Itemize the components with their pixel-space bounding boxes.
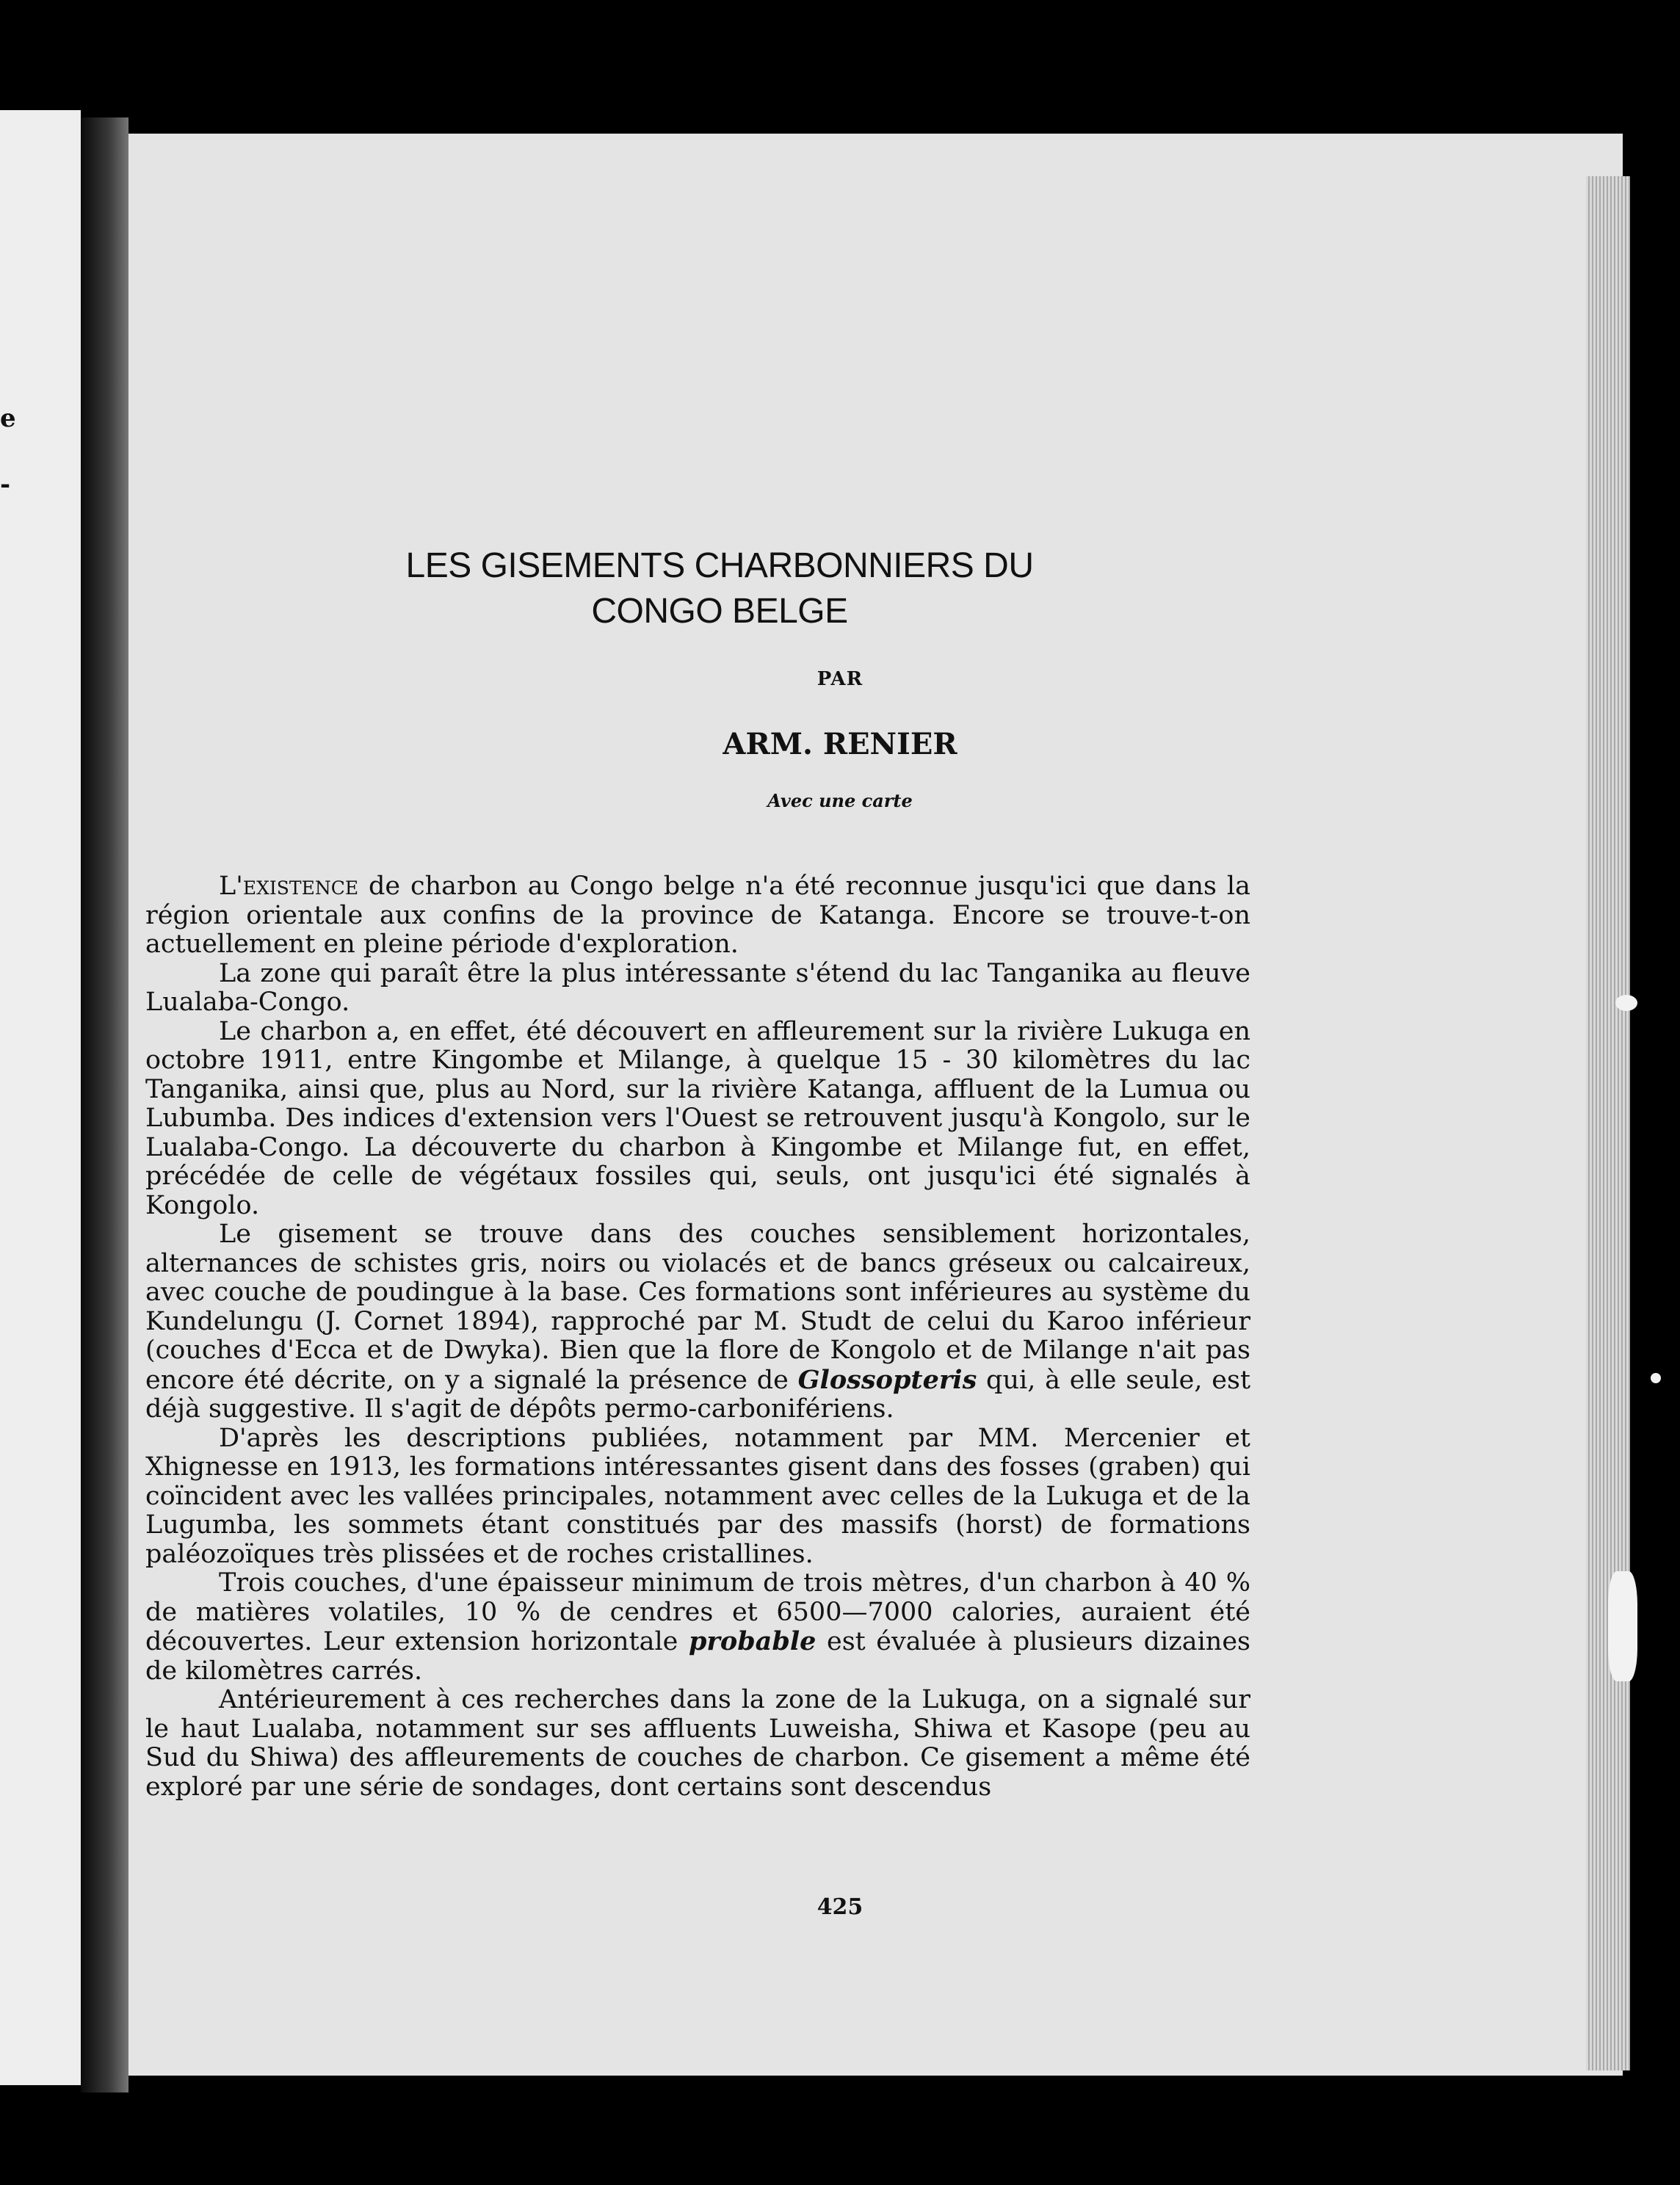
paragraph-text: Le gisement se trouve dans des couches sensiblement horizontales, alternances de schistes gris, noirs ou violacés et de bancs gréseux ou calcaireux, avec couche de poudingue à la base. Ces formations sont inférieures au système du Kundelungu (J. Cornet 1894), rapproché par M. Studt de celui du Karoo inférieur (couches d'Ecca et de Dwyka). Bien que la flore de Kongolo et de Milange n'ait pas encore été décrite, on y a signalé la présence de xyxy=(145,1220,1250,1395)
paragraph-text: Trois couches, d'une épaisseur minimum de trois mètres, d'un charbon à 40 % de matières volatiles, 10 % de cendres et 6500—7000 calories, auraient été découvertes. Leur extension horizontale xyxy=(145,1568,1250,1656)
emphasis: Glossopteris xyxy=(797,1364,977,1395)
page-number: 425 xyxy=(817,1894,863,1920)
page-edge-blemish xyxy=(1615,995,1637,1011)
paragraph: D'après les descriptions publiées, notamment par MM. Mercenier et Xhignesse en 1913, les formations intéressantes gisent dans des fosses (graben) qui coïncident avec les vallées principales, notamment avec celles de la Lukuga et de la Lugumba, les sommets étant constitués par des massifs (horst) de formations paléozoïques très plissées et de roches cristallines. xyxy=(145,1423,1250,1569)
emphasis: probable xyxy=(688,1626,817,1656)
title-line: CONGO BELGE xyxy=(591,592,848,631)
lead-in: L'existence xyxy=(219,872,359,901)
author-name: ARM. RENIER xyxy=(723,727,957,761)
paragraph: La zone qui paraît être la plus intéressante s'étend du lac Tanganika au fleuve Lualaba-Congo. xyxy=(145,958,1250,1017)
facing-page-edge xyxy=(0,110,81,2085)
book-spine-shadow xyxy=(81,117,128,2092)
paragraph xyxy=(145,1220,1250,1424)
paragraph xyxy=(145,872,1250,960)
paragraph-text: qui, à elle seule, est déjà suggestive. Il s'agit de dépôts permo-carbonifériens. xyxy=(145,1365,1251,1424)
page-edge-stack xyxy=(1586,176,1630,2070)
title-line: LES GISEMENTS CHARBONNIERS DU xyxy=(405,546,1034,585)
paragraph-text: de charbon au Congo belge n'a été reconnue jusqu'ici que dans la région orientale aux confins de la province de Katanga. Encore se trouve-t-on actuellement en pleine période d'exploration. xyxy=(145,872,1250,959)
facing-page-fragment: - xyxy=(0,470,11,499)
facing-page-fragment: e xyxy=(0,404,16,433)
byline-par: PAR xyxy=(817,668,863,690)
page-edge-blemish xyxy=(1608,1571,1637,1681)
article-title xyxy=(367,543,1072,634)
paragraph: Antérieurement à ces recherches dans la zone de la Lukuga, on a signalé sur le haut Lualaba, notamment sur ses affluents Luweisha, Shiwa et Kasope (peu au Sud du Shiwa) des affleurements de couches de charbon. Ce gisement a même été exploré par une série de sondages, dont certains sont descendus xyxy=(145,1685,1250,1802)
article-subtitle: Avec une carte xyxy=(767,790,913,811)
page-edge-blemish xyxy=(1651,1373,1661,1383)
paragraph xyxy=(145,1569,1250,1686)
paragraph: Le charbon a, en effet, été découvert en affleurement sur la rivière Lukuga en octobre 1911, entre Kingombe et Milange, à quelque 15 - 30 kilomètres du lac Tanganika, ainsi que, plus au Nord, sur la rivière Katanga, affluent de la Lumua ou Lubumba. Des indices d'extension vers l'Ouest se retrouvent jusqu'à Kongolo, sur le Lualaba-Congo. La découverte du charbon à Kingombe et Milange fut, en effet, précédée de celle de végétaux fossiles qui, seuls, ont jusqu'ici été signalés à Kongolo. xyxy=(145,1016,1250,1220)
paragraph-text: est évaluée à plusieurs dizaines de kilomètres carrés. xyxy=(145,1627,1250,1686)
article-body xyxy=(145,872,1250,1802)
